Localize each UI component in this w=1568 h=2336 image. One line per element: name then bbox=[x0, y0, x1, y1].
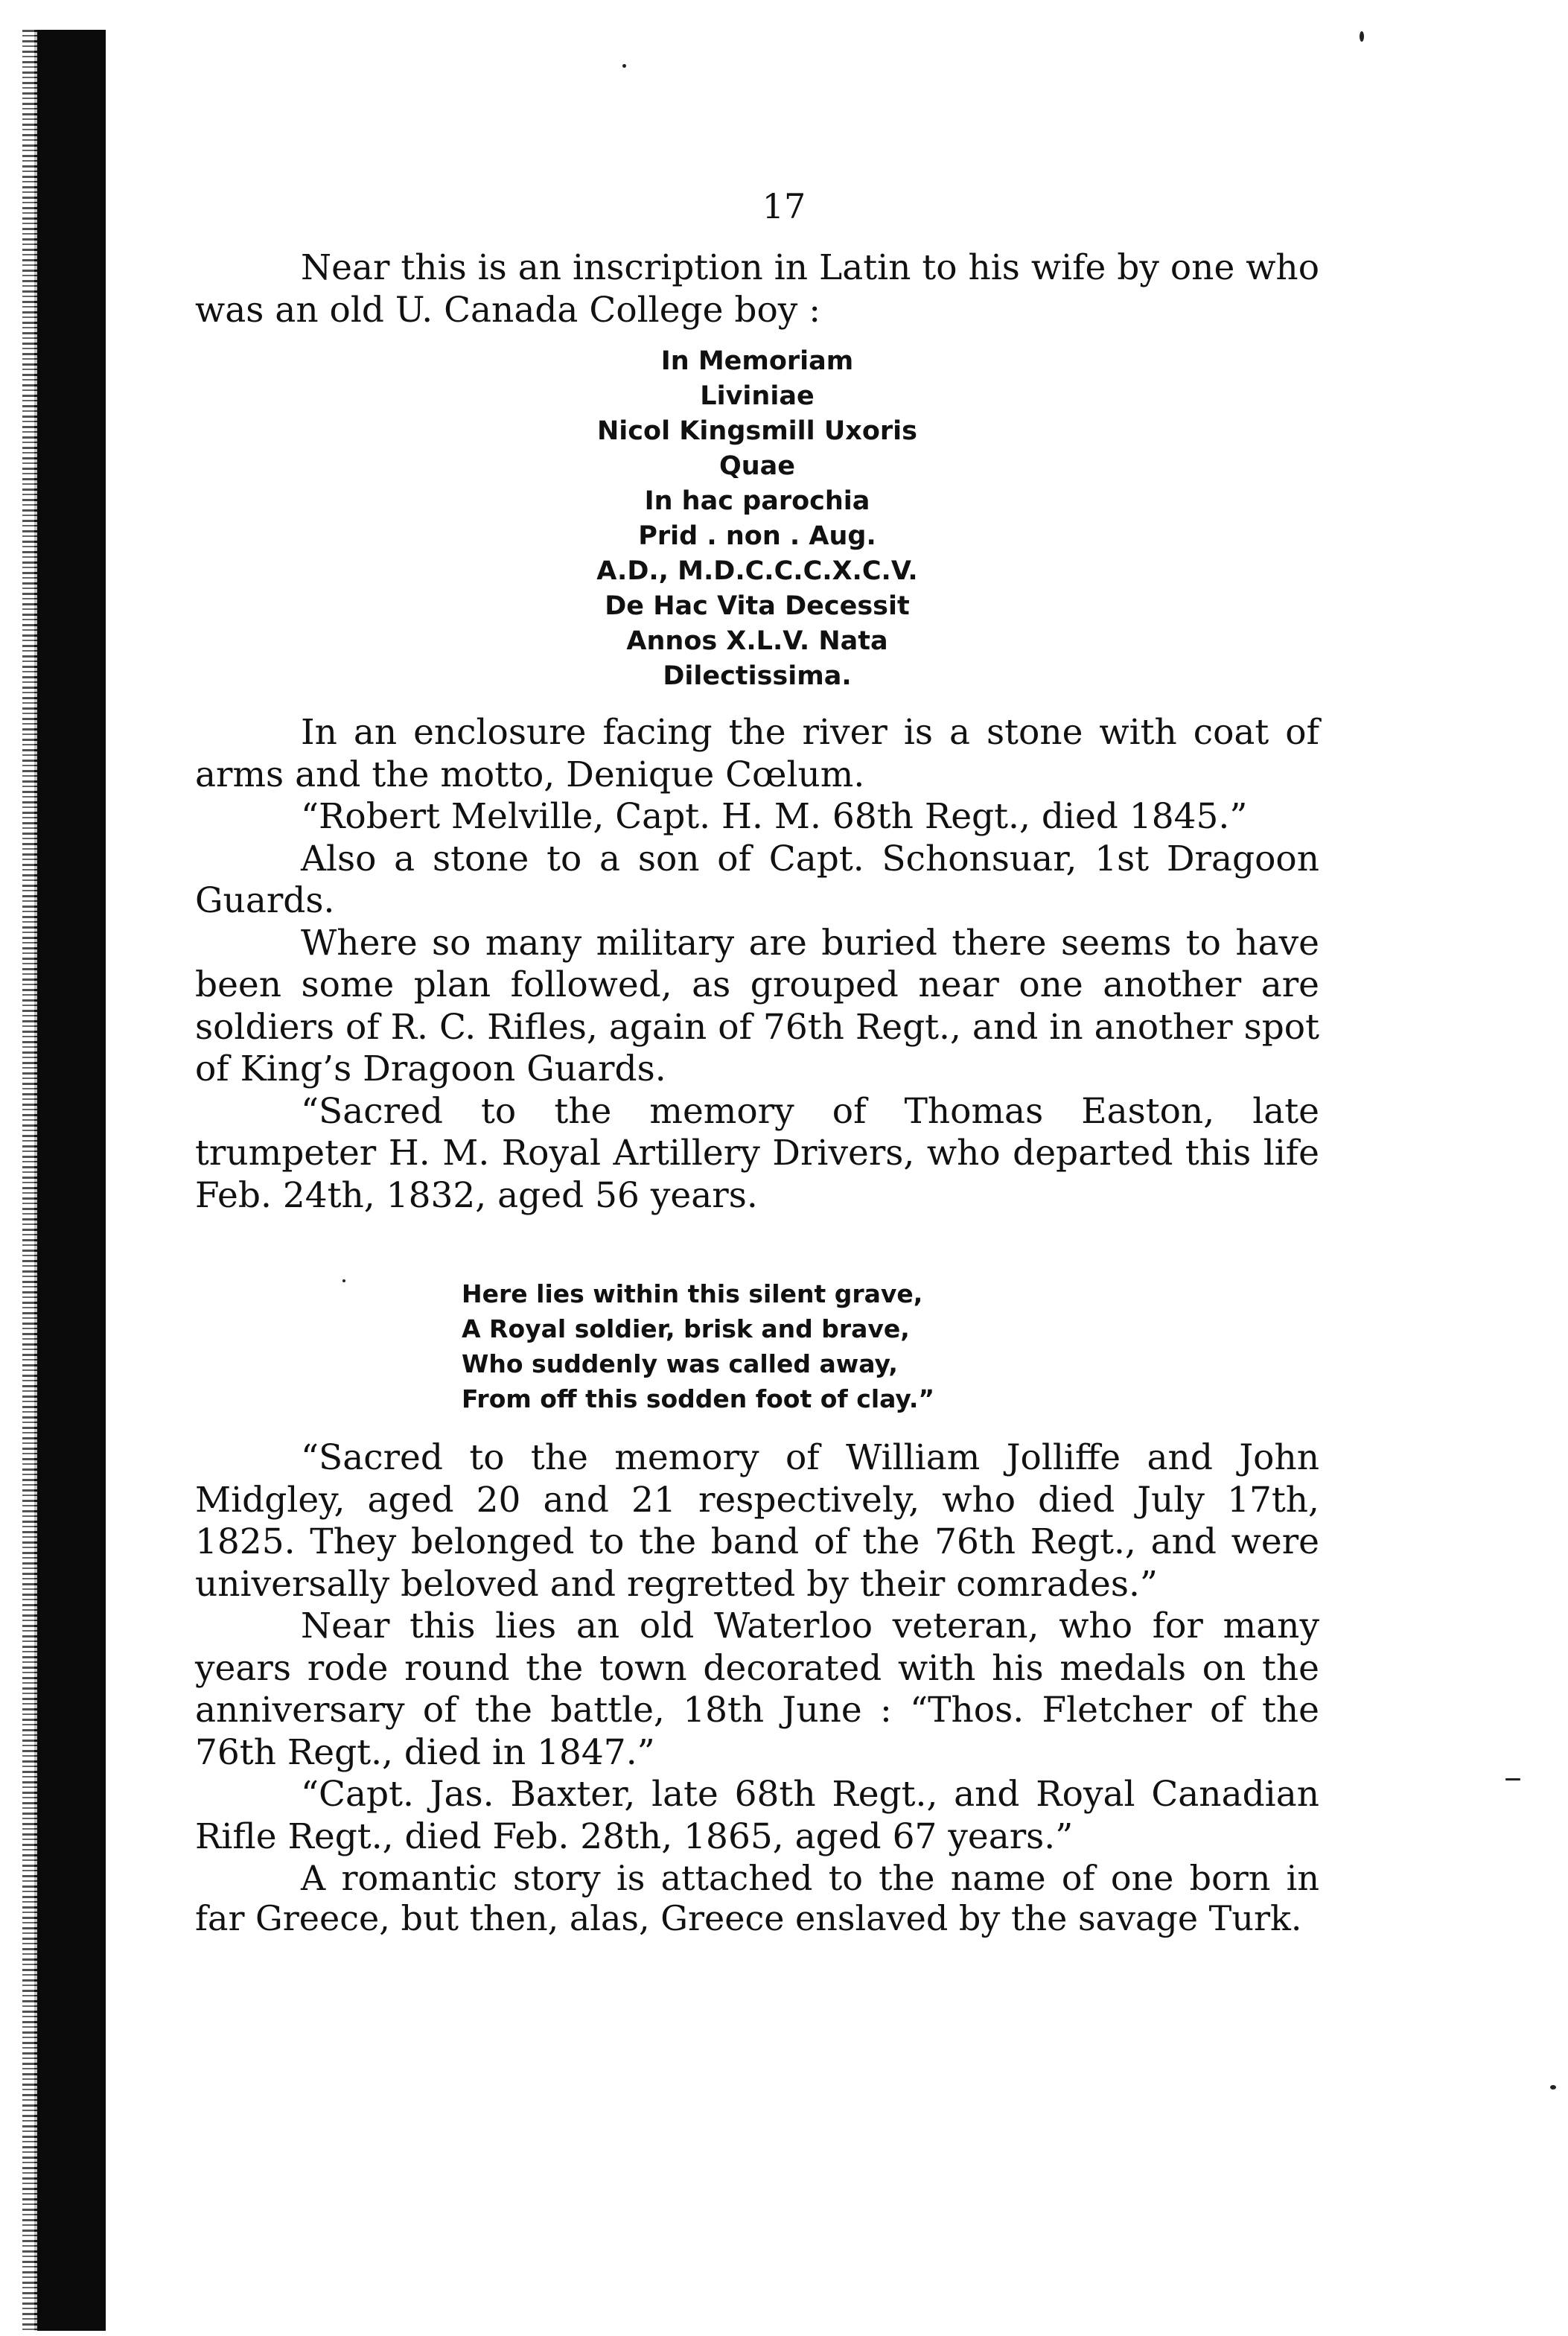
scan-binding-fray bbox=[22, 30, 37, 2331]
verse-line: Who suddenly was called away, bbox=[462, 1349, 898, 1378]
verse-line: From off this sodden foot of clay.” bbox=[462, 1384, 935, 1413]
paragraph: “Sacred to the memory of Thomas Easton, late trumpeter H. M. Royal Artillery Drivers, who departed this life Feb. 24th, 1832, aged 56 years. bbox=[195, 1090, 1319, 1216]
inscription-line: Dilectissima. bbox=[663, 661, 852, 691]
body-block-1 bbox=[195, 712, 1319, 1217]
inscription-line: Annos X.L.V. Nata bbox=[626, 626, 888, 656]
latin-inscription bbox=[195, 344, 1319, 694]
inscription-line: De Hac Vita Decessit bbox=[605, 591, 910, 621]
paragraph: A romantic story is attached to the name of one born in far Greece, but then, alas, Greece enslaved by the savage Turk. bbox=[195, 1858, 1319, 1938]
verse-line: Here lies within this silent grave, bbox=[462, 1279, 923, 1308]
inscription-line: Liviniae bbox=[700, 381, 815, 411]
epitaph-verse bbox=[462, 1276, 934, 1416]
scan-speck bbox=[342, 1279, 345, 1282]
scan-speck bbox=[1505, 1778, 1520, 1780]
inscription-line: A.D., M.D.C.C.C.X.C.V. bbox=[596, 556, 918, 586]
paragraph: Where so many military are buried there seems to have been some plan followed, as grouped near one another are soldiers of R. C. Rifles, again of 76th Regt., and in another spot of King’s Dragoon Guards. bbox=[195, 922, 1319, 1089]
inscription-line: In Memoriam bbox=[660, 346, 854, 376]
scan-speck bbox=[1550, 2085, 1556, 2090]
paragraph: “Sacred to the memory of William Jolliffe and John Midgley, aged 20 and 21 respectively, who died July 17th, 1825. They belonged to the band of the 76th Regt., and were universally beloved and regretted by their comrades.” bbox=[195, 1437, 1319, 1605]
scan-speck bbox=[622, 64, 626, 68]
intro-block bbox=[195, 247, 1319, 331]
inscription-line: Nicol Kingsmill Uxoris bbox=[597, 416, 917, 446]
inscription-line: In hac parochia bbox=[644, 486, 870, 516]
body-block-2 bbox=[195, 1437, 1319, 1938]
inscription-line: Prid . non . Aug. bbox=[638, 521, 876, 551]
inscription-line: Quae bbox=[718, 451, 796, 481]
intro-paragraph: Near this is an inscription in Latin to his wife by one who was an old U. Canada College boy : bbox=[195, 247, 1319, 331]
paragraph: “Capt. Jas. Baxter, late 68th Regt., and Royal Canadian Rifle Regt., died Feb. 28th, 1865, aged 67 years.” bbox=[195, 1774, 1319, 1857]
paragraph: In an enclosure facing the river is a stone with coat of arms and the motto, Denique Cœlum. bbox=[195, 712, 1319, 795]
paragraph: Also a stone to a son of Capt. Schonsuar, 1st Dragoon Guards. bbox=[195, 838, 1319, 921]
scan-speck bbox=[1360, 31, 1364, 42]
page-number: 17 bbox=[762, 186, 806, 226]
paragraph: “Robert Melville, Capt. H. M. 68th Regt., died 1845.” bbox=[301, 796, 1248, 837]
scan-binding-edge bbox=[34, 30, 106, 2331]
paragraph: Near this lies an old Waterloo veteran, who for many years rode round the town decorated with his medals on the anniversary of the battle, 18th June : “Thos. Fletcher of the 76th Regt., died in 1847.” bbox=[195, 1605, 1319, 1773]
verse-line: A Royal soldier, brisk and brave, bbox=[462, 1314, 910, 1343]
